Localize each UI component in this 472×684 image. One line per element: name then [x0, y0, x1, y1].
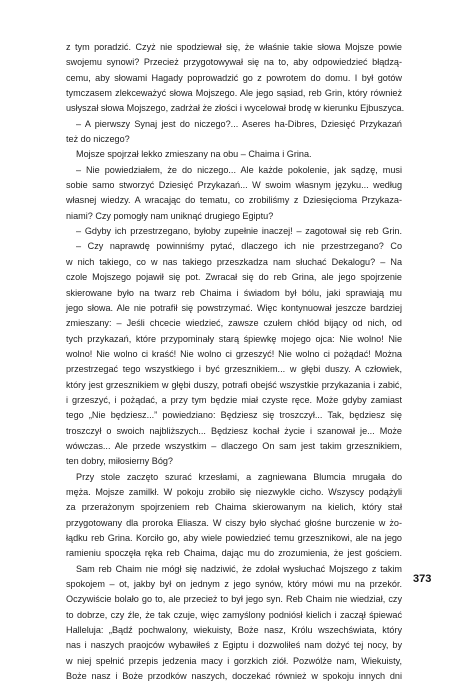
text-line: skierowane było na twarz reb Chaima i świadom był bólu, jaki sprawiają mu [66, 287, 402, 298]
text-line: niami? Czy pomogły nam uniknąć drugiego Egiptu? [66, 210, 274, 221]
text-line: – A pierwszy Synaj jest do niczego?... Aseres ha-Dibres, Dziesięć Przykazań [76, 118, 402, 129]
text-line: tych przykazań, które przypominały starą śpiewkę mojego ojca: Nie wolno! Nie [66, 333, 402, 344]
text-line: w niej spełnić przepis jedzenia macy i gorzkich ziół. Pozwólże nam, Wiekuisty, [66, 655, 402, 666]
text-line: łądku reb Grina. Korciło go, aby wiele powiedzieć temu grzesznikowi, ale na jego [66, 533, 402, 543]
text-line: Mojsze spojrzał lekko zmieszany na obu – Chaima i Grina. [76, 149, 312, 160]
text-line: usłyszał słowa Mojszego, zadrżał że złości i wycelował brodę w kierunku Ejbuszyca. [66, 103, 405, 114]
text-line: – Gdyby ich przestrzegano, byłoby zupełnie inaczej! – zagotował się reb Grin. [76, 226, 402, 237]
book-page-text [66, 40, 405, 684]
text-line: wolno! Nie wolno ci kraść! Nie wolno ci grzeszyć! Nie wolno ci pożądać! Można [66, 348, 402, 359]
text-line: też do niczego? [66, 134, 130, 145]
text-line: troszczył o swoich najbliższych... Będziesz kochał życie i szanował je... Może [66, 425, 402, 436]
text-line: tego „Nie będziesz...” powiedziano: Będziesz się troszczył... Tak, będziesz się [66, 410, 402, 421]
text-line: jego słowa. Ale nie potrafił się powstrzymać. Więc kontynuował jeszcze bardziej [66, 302, 402, 313]
text-line: spokojem – ot, jakby był on jednym z jego synów, który mówi mu na przekór. [66, 579, 402, 590]
text-line: z tym poradzić. Czyż nie spodziewał się, że właśnie takie słowa Mojsze powie [66, 42, 402, 52]
text-line: przestrzegać tego wszystkiego i być grzesznikiem... w głębi duszy. A człowiek, [66, 364, 402, 375]
text-line: za przerażonym spojrzeniem reb Chaima skierowanym na kielich, który stał [66, 502, 402, 513]
text-line: – Czy naprawdę powinniśmy pytać, dlaczego ich nie przestrzegano? Co [76, 241, 402, 252]
text-line: swojemu synowi? Przecież przygotowywał się na to, aby odpowiedzieć błądzą- [66, 57, 402, 68]
page-number: 373 [413, 573, 432, 585]
text-line: ten dobry, miłosierny Bóg? [66, 456, 173, 467]
text-line: i grzeszyć, i pożądać, a przy tym będzie miał czyste ręce. Może gdyby zamiast [66, 394, 402, 405]
text-line: to dobrze, czy źle, że tak czuje, więc zamyślony podniósł kielich i zaczął śpiewać [66, 609, 402, 620]
text-line: ramieniu spoczęła ręka reb Chaima, dając mu do zrozumienia, że jest gościem. [66, 548, 402, 559]
text-line: nas i naszych praojców wybawiłeś z Egiptu i dozwoliłeś nam dożyć tej nocy, by [66, 640, 402, 651]
text-line: czole Mojszego pojawił się pot. Zwracał się do reb Grina, ale jego spojrzenie [66, 272, 402, 283]
text-line: Sam reb Chaim nie mógł się nadziwić, że zdołał wysłuchać Mojszego z takim [76, 563, 402, 574]
text-line: Oczywiście bolało go to, ale przecież to był jego syn. Reb Chaim nie wiedział, czy [66, 594, 402, 605]
text-line: cemu, aby słowami Hagady poprowadzić go z powrotem do domu. I był gotów [66, 72, 402, 83]
text-line: Przy stole zaczęto szurać krzesłami, a zagniewana Blumcia mrugała do [76, 471, 402, 482]
text-line: przygotowany dla proroka Eliasza. W ciszy było słychać głośne burczenie w żo- [66, 517, 402, 528]
text-line: własnej wiedzy. A wracając do tematu, co zrobiliśmy z Dziesięcioma Przykaza- [66, 195, 402, 206]
text-line: sobie samo stworzyć Dziesięć Przykazań... W swoim własnym języku... według [66, 180, 402, 191]
text-line: zmieszany: – Jeśli chcecie wiedzieć, zawsze czułem chłód bijący od nich, od [66, 318, 402, 329]
text-line: który jest grzesznikiem w głębi duszy, potrafi obejść wszystkie przykazania i zabić, [66, 379, 402, 390]
text-line: tymczasem zlekceważyć słowa Mojszego. Ale jego sąsiad, reb Grin, który również [66, 88, 402, 99]
text-line: męża. Mojsze zamilkł. W pokoju zrobiło się niezwykle cicho. Wszyscy podążyli [66, 486, 402, 497]
text-line: wówczas... Ale przede wszystkim – dlaczego On sam jest takim grzesznikiem, [66, 440, 402, 451]
text-line: – Nie powiedziałem, że do niczego... Ale każde pokolenie, jak sądzę, musi [76, 164, 402, 175]
text-line: Boże nasz i Boże przodków naszych, doczekać również w spokoju innych dni [66, 671, 402, 682]
text-line: w nich takiego, co w nas takiego przeszkadza nam słuchać Dekalogu? – Na [66, 256, 402, 267]
text-line: Halleluja: „Bądź pochwalony, wiekuisty, Boże nasz, Królu wszechświata, który [66, 625, 402, 636]
